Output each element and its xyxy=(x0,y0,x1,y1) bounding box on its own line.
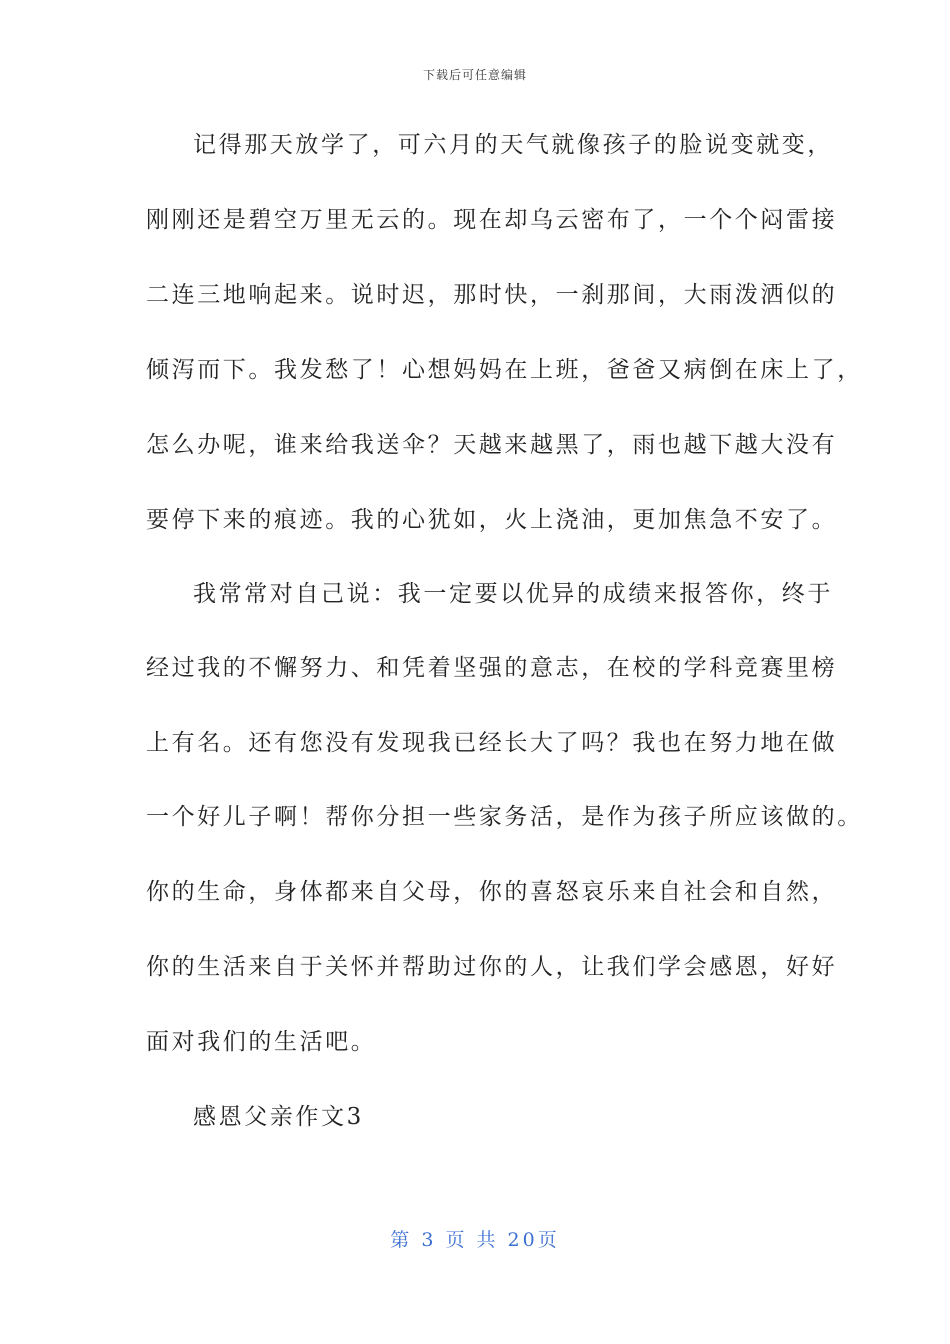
header-note: 下载后可任意编辑 xyxy=(422,68,527,82)
text-line: 你的生活来自于关怀并帮助过你的人，让我们学会感恩，好好 xyxy=(146,954,838,980)
text-line: 上有名。还有您没有发现我已经长大了吗？我也在努力地在做 xyxy=(146,730,838,756)
text-line: 二连三地响起来。说时迟，那时快，一刹那间，大雨泼洒似的 xyxy=(146,282,838,308)
text-line: 倾泻而下。我发愁了！心想妈妈在上班，爸爸又病倒在床上了， xyxy=(146,357,863,383)
text-line: 要停下来的痕迹。我的心犹如，火上浇油，更加焦急不安了。 xyxy=(146,507,838,533)
text-line: 经过我的不懈努力、和凭着坚强的意志，在校的学科竞赛里榜 xyxy=(146,655,838,681)
text-line: 你的生命，身体都来自父母，你的喜怒哀乐来自社会和自然， xyxy=(146,879,838,905)
text-line: 一个好儿子啊！帮你分担一些家务活，是作为孩子所应该做的。 xyxy=(146,804,863,830)
text-line: 刚刚还是碧空万里无云的。现在却乌云密布了，一个个闷雷接 xyxy=(146,207,838,233)
text-line: 怎么办呢，谁来给我送伞？天越来越黑了，雨也越下越大没有 xyxy=(146,432,838,458)
text-line: 记得那天放学了，可六月的天气就像孩子的脸说变就变， xyxy=(193,132,833,158)
text-line: 面对我们的生活吧。 xyxy=(146,1029,377,1055)
section-heading: 感恩父亲作文3 xyxy=(193,1104,364,1130)
text-line: 我常常对自己说：我一定要以优异的成绩来报答你，终于 xyxy=(193,581,833,607)
page-number: 第 3 页 共 20页 xyxy=(390,1229,560,1251)
